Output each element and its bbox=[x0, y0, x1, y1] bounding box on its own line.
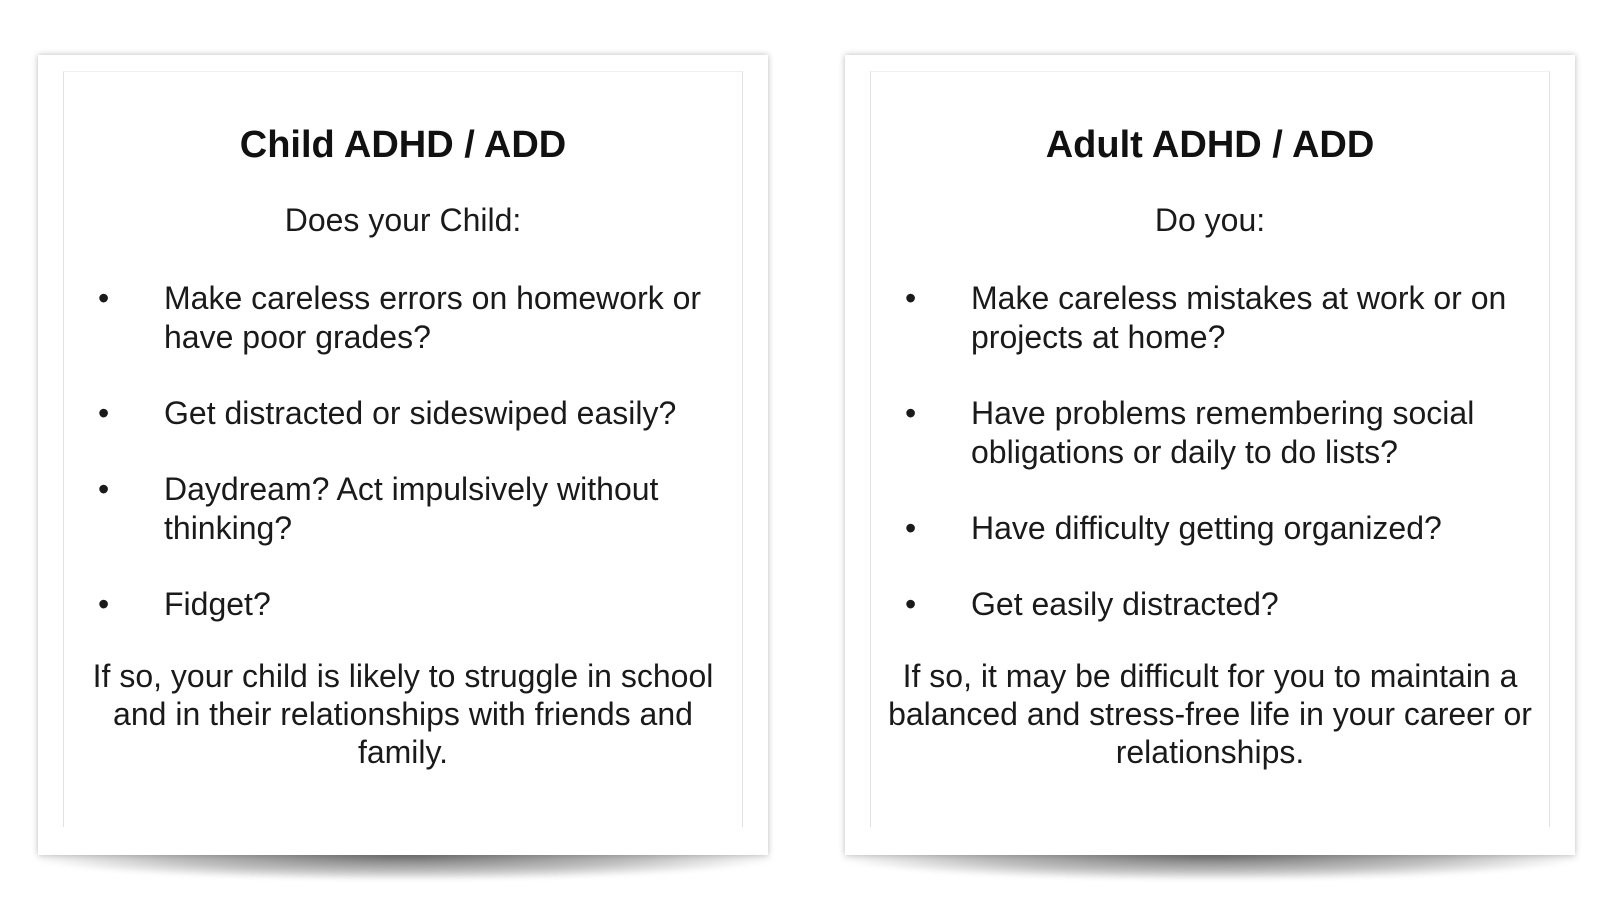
bullet-icon: • bbox=[905, 586, 917, 622]
list-item bbox=[871, 394, 1549, 472]
bullet-icon: • bbox=[98, 586, 110, 622]
list-item bbox=[871, 279, 1549, 357]
card-content bbox=[63, 71, 743, 827]
list-item-text: Have problems remembering social obligations or daily to do lists? bbox=[971, 395, 1475, 470]
list-item-text: Daydream? Act impulsively without thinking? bbox=[164, 471, 659, 546]
bullet-icon: • bbox=[98, 471, 110, 507]
list-item bbox=[64, 470, 742, 548]
symptom-list bbox=[871, 279, 1549, 661]
list-item-text: Make careless errors on homework or have poor grades? bbox=[164, 280, 702, 355]
bullet-icon: • bbox=[905, 280, 917, 316]
closing-statement: If so, it may be difficult for you to maintain a balanced and stress-free life in your career or relationships. bbox=[888, 658, 1532, 770]
bullet-icon: • bbox=[98, 280, 110, 316]
card-subtitle: Does your Child: bbox=[284, 202, 522, 238]
card-content bbox=[870, 71, 1550, 827]
child-adhd-card bbox=[38, 55, 768, 855]
adult-adhd-card bbox=[845, 55, 1575, 855]
list-item-text: Fidget? bbox=[164, 586, 271, 622]
card-title: Adult ADHD / ADD bbox=[1045, 124, 1375, 166]
list-item-text: Make careless mistakes at work or on projects at home? bbox=[971, 280, 1507, 355]
card-subtitle: Do you: bbox=[1154, 202, 1266, 238]
card-title: Child ADHD / ADD bbox=[239, 124, 567, 166]
list-item-text: Have difficulty getting organized? bbox=[971, 510, 1442, 546]
list-item-text: Get distracted or sideswiped easily? bbox=[164, 395, 677, 431]
closing-statement: If so, your child is likely to struggle in school and in their relationships with friends and family. bbox=[92, 658, 714, 770]
list-item bbox=[64, 585, 742, 624]
bullet-icon: • bbox=[905, 510, 917, 546]
list-item bbox=[871, 585, 1549, 624]
symptom-list bbox=[64, 279, 742, 661]
bullet-icon: • bbox=[905, 395, 917, 431]
list-item bbox=[64, 394, 742, 433]
list-item bbox=[871, 509, 1549, 548]
list-item-text: Get easily distracted? bbox=[971, 586, 1279, 622]
list-item bbox=[64, 279, 742, 357]
bullet-icon: • bbox=[98, 395, 110, 431]
